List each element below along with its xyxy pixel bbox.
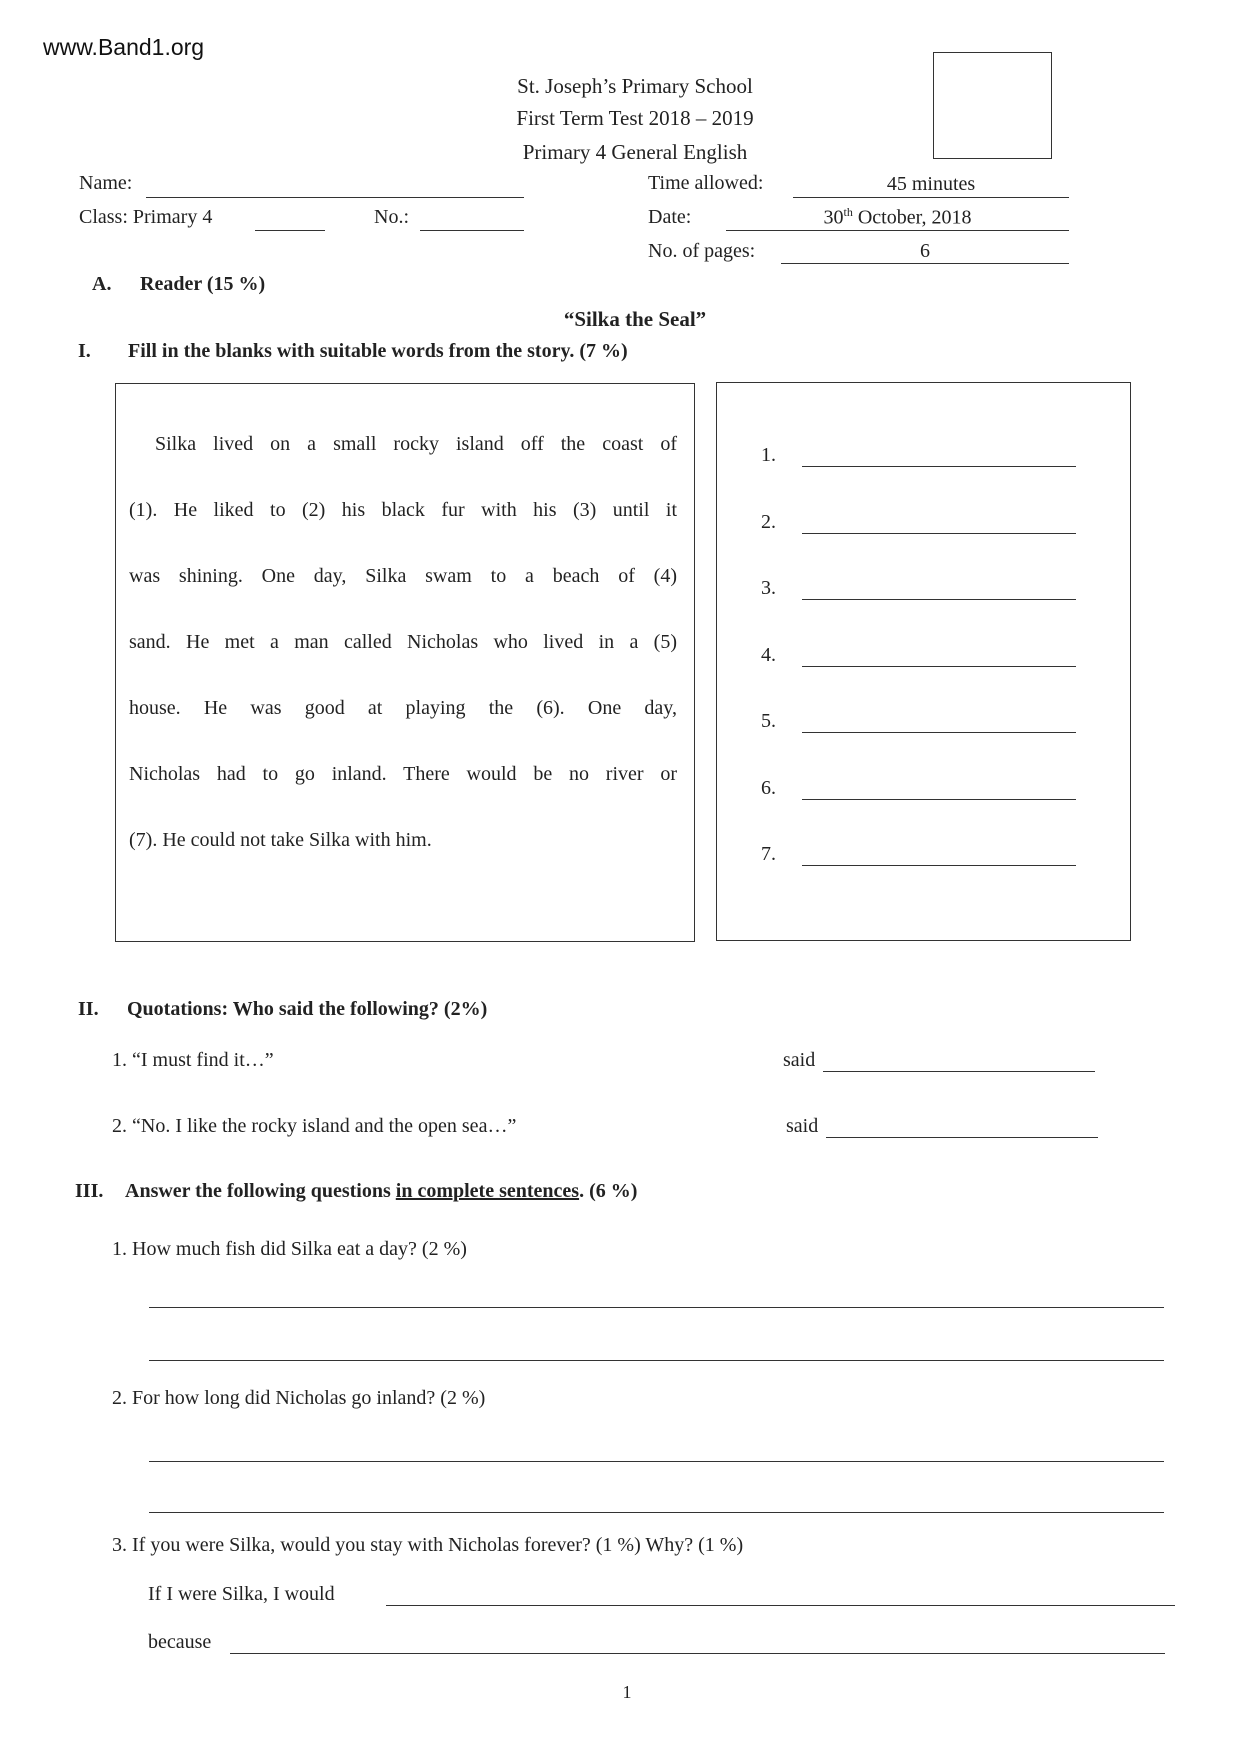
passage-line: Silka lived on a small rocky island off the coast of [155, 433, 677, 455]
answer-blank[interactable] [802, 666, 1076, 667]
subject-title: Primary 4 General English [522, 140, 748, 164]
pages-value: 6 [920, 240, 930, 262]
passage-line: (1). He liked to (2) his black fur with his (3) until it [129, 499, 677, 521]
part2-instruction: Quotations: Who said the following? (2%) [127, 998, 488, 1020]
date-line [726, 230, 1069, 231]
answer-number: 5. [761, 710, 776, 732]
said-label: said [786, 1115, 819, 1137]
answer-line[interactable] [149, 1512, 1164, 1513]
answer-blank[interactable] [802, 865, 1076, 866]
instruction-underlined: in complete sentences [395, 1180, 580, 1202]
q3-answer-1[interactable] [386, 1605, 1175, 1606]
passage-line: Nicholas had to go inland. There would be no river or [129, 763, 677, 785]
q3-prompt-2: because [148, 1631, 212, 1653]
date-day: 30 [823, 206, 844, 229]
class-label: Class: Primary 4 [79, 206, 213, 228]
date-rest: October, 2018 [852, 206, 972, 229]
answer-number: 4. [761, 643, 776, 666]
quote-1-answer[interactable] [823, 1071, 1095, 1072]
q3-answer-2[interactable] [230, 1653, 1165, 1654]
passage-line: (7). He could not take Silka with him. [129, 829, 432, 851]
answer-blank[interactable] [802, 799, 1076, 800]
date-value [726, 205, 1069, 230]
part2-num: II. [78, 998, 99, 1020]
answer-blank[interactable] [802, 732, 1076, 733]
quote-1: 1. “I must find it…” [112, 1049, 274, 1071]
part1-num: I. [78, 340, 91, 362]
answer-number: 7. [761, 843, 776, 865]
page-number: 1 [622, 1682, 632, 1702]
time-line [793, 197, 1069, 198]
time-label: Time allowed: [648, 172, 764, 194]
watermark: www.Band1.org [43, 34, 205, 60]
quote-2-answer[interactable] [826, 1137, 1098, 1138]
said-label: said [783, 1049, 816, 1071]
name-label: Name: [79, 172, 133, 194]
question-2: 2. For how long did Nicholas go inland? (2 %) [112, 1387, 486, 1409]
answer-number: 6. [761, 776, 776, 799]
answer-number: 2. [761, 510, 776, 533]
class-field[interactable] [255, 230, 325, 231]
answer-blank[interactable] [802, 466, 1076, 467]
question-1: 1. How much fish did Silka eat a day? (2 %) [112, 1238, 467, 1260]
answer-number: 3. [761, 577, 776, 599]
part3-instruction [125, 1180, 637, 1203]
question-3: 3. If you were Silka, would you stay with Nicholas forever? (1 %) Why? (1 %) [112, 1534, 744, 1556]
passage-box [115, 383, 695, 942]
answer-line[interactable] [149, 1360, 1164, 1361]
passage-line: house. He was good at playing the (6). One day, [129, 697, 677, 719]
score-box [933, 52, 1052, 159]
section-a-letter: A. [92, 273, 112, 295]
quote-2: 2. “No. I like the rocky island and the open sea…” [112, 1115, 517, 1137]
time-value: 45 minutes [886, 173, 976, 195]
instruction-text: Answer the following questions [125, 1180, 396, 1202]
name-field[interactable] [146, 197, 524, 198]
pages-line [781, 263, 1069, 264]
passage-line: was shining. One day, Silka swam to a beach of (4) [129, 565, 677, 587]
section-a-title: Reader (15 %) [140, 273, 266, 295]
school-name: St. Joseph’s Primary School [517, 74, 753, 98]
story-title: “Silka the Seal” [563, 307, 707, 331]
part3-num: III. [75, 1180, 104, 1202]
answer-blank[interactable] [802, 533, 1076, 534]
answer-line[interactable] [149, 1461, 1164, 1462]
date-sup: th [843, 205, 853, 219]
date-label: Date: [648, 206, 692, 228]
instruction-text: . (6 %) [579, 1180, 638, 1202]
no-field[interactable] [420, 230, 524, 231]
no-label: No.: [374, 206, 409, 228]
passage-line: sand. He met a man called Nicholas who lived in a (5) [129, 631, 677, 653]
pages-label: No. of pages: [648, 240, 756, 262]
test-title: First Term Test 2018 – 2019 [516, 106, 754, 130]
answer-blank[interactable] [802, 599, 1076, 600]
answer-number: 1. [761, 444, 776, 466]
part1-instruction: Fill in the blanks with suitable words from the story. (7 %) [128, 340, 628, 362]
q3-prompt-1: If I were Silka, I would [148, 1583, 335, 1605]
answer-line[interactable] [149, 1307, 1164, 1308]
